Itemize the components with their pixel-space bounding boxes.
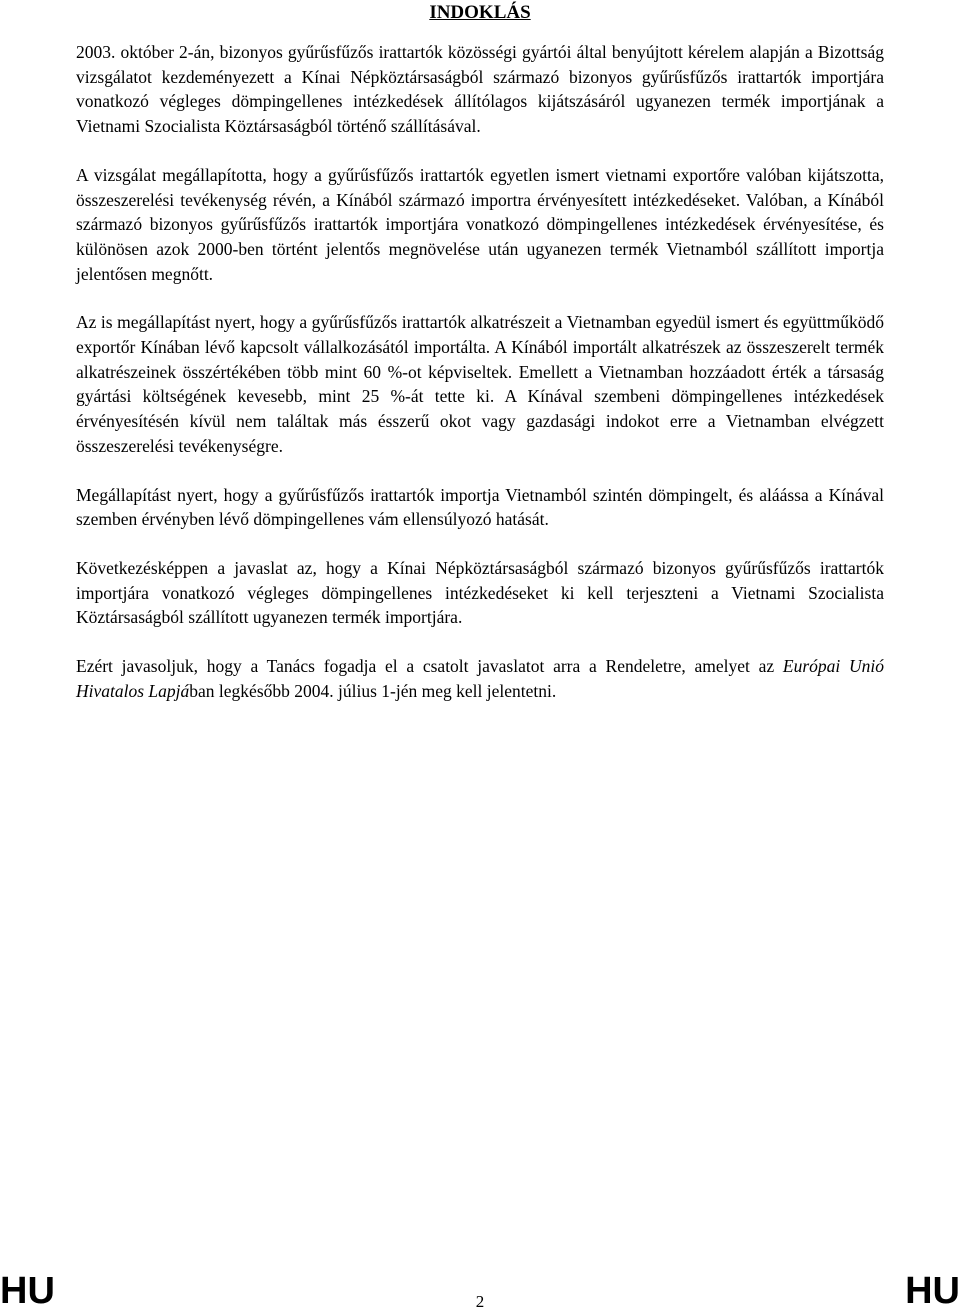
document-body [76,40,884,727]
paragraph-3: Az is megállapítást nyert, hogy a gyűrűsfűzős irattartók alkatrészeit a Vietnamban egyedül ismert és együttműködő exportőr Kínában lévő kapcsolt vállalkozásától importálta. A Kínából importált alkatrészek az összeszerelt termék alkatrészeinek összértékében több mint 60 %-ot képviseltek. Emellett a Vietnamban hozzáadott érték a társaság gyártási költségének kevesebb, mint 25 %-át tette ki. A Kínával szembeni dömpingellenes intézkedések érvényesítésén kívül nem találtak más ésszerű okot vagy gazdasági indokot erre a Vietnamban elvégzett összeszerelési tevékenységre. [76,312,884,456]
page-number: 2 [475,1292,485,1311]
paragraph-6-text-before: Ezért javasoljuk, hogy a Tanács fogadja el a csatolt javaslatot arra a Rendeletre, amelyet az [76,656,783,677]
paragraph-2: A vizsgálat megállapította, hogy a gyűrűsfűzős irattartók egyetlen ismert vietnami exportőre valóban kijátszotta, összeszerelési tevékenység révén, a Kínából származó importra érvényesített intézkedéseket. Valóban, a Kínából származó bizonyos gyűrűsfűzős irattartók importjára vonatkozó dömpingellenes intézkedések érvényesítése, és különösen azok 2000-ben történt jelentős megnövelése után ugyanezen termék Vietnamból szállított importja jelentősen megnőtt. [76,164,884,284]
paragraph-1: 2003. október 2-án, bizonyos gyűrűsfűzős irattartók közösségi gyártói által benyújtott kérelem alapján a Bizottság vizsgálatot kezdeményezett a Kínai Népköztársaságból származó bizonyos gyűrűsfűzős irattartók importjára vonatkozó végleges dömpingellenes intézkedések állítólagos kijátszásáról ugyanezen termék importjának a Vietnami Szocialista Köztársaságból történő szállításával. [76,42,884,137]
page-title: INDOKLÁS [429,2,531,23]
paragraph-5: Következésképpen a javaslat az, hogy a Kínai Népköztársaságból származó bizonyos gyűrűsfűzős irattartók importjára vonatkozó végleges dömpingellenes intézkedéseket ki kell terjeszteni a Vietnami Szocialista Köztársaságból szállított ugyanezen termék importjára. [76,557,884,628]
paragraph-6 [76,654,884,703]
paragraph-4: Megállapítást nyert, hogy a gyűrűsfűzős irattartók importja Vietnamból szintén dömpingelt, és aláássa a Kínával szemben érvényben lévő dömpingellenes vám ellensúlyozó hatását. [76,484,884,530]
paragraph-6-text-after: ban legkésőbb 2004. július 1-jén meg kell jelentetni. [189,680,557,701]
journal-name: Európai Unió Hivatalos Lapjá [76,656,884,701]
footer-language-code-left: HU [0,1270,55,1312]
footer-language-code-right: HU [905,1270,960,1312]
